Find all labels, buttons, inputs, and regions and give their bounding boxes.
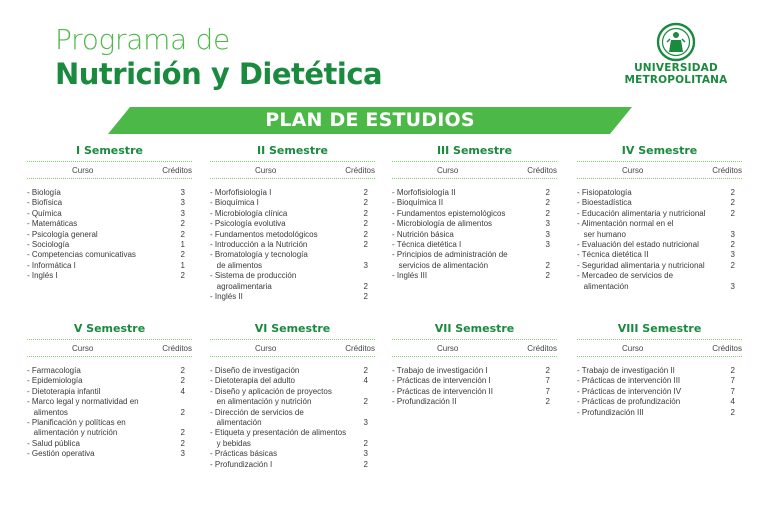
course-name: - Profundización II <box>392 397 457 407</box>
semester-block <box>392 144 557 282</box>
course-name: - Psicología evolutiva <box>210 219 286 229</box>
course-row <box>210 261 375 271</box>
course-column-header: Curso <box>622 343 644 353</box>
course-row <box>27 397 192 407</box>
course-row <box>392 250 557 260</box>
dotted-divider <box>27 178 192 179</box>
course-credits: 2 <box>545 397 550 407</box>
semester-title: VI Semestre <box>254 322 331 335</box>
course-credits: 2 <box>363 281 368 291</box>
course-row <box>392 366 557 376</box>
course-column-header: Curso <box>72 343 94 353</box>
course-credits: 2 <box>180 250 185 260</box>
dotted-divider <box>577 356 742 357</box>
course-name: de alimentos <box>210 260 263 270</box>
course-name: - Química <box>27 208 62 218</box>
semester-block <box>577 322 742 418</box>
course-name: - Dietoterapia infantil <box>27 386 101 396</box>
course-name: - Introducción a la Nutrición <box>210 240 308 250</box>
course-credits: 3 <box>730 250 735 260</box>
course-name: - Educación alimentaria y nutricional <box>577 208 706 218</box>
course-row <box>577 282 742 292</box>
dotted-divider <box>210 178 375 179</box>
course-row <box>392 198 557 208</box>
course-name: - Psicología general <box>27 229 98 239</box>
course-name: - Profundización III <box>577 407 644 417</box>
course-credits: 4 <box>363 376 368 386</box>
course-name: - Diseño y aplicación de proyectos <box>210 386 332 396</box>
course-list <box>210 188 375 302</box>
course-row <box>577 198 742 208</box>
course-column-header: Curso <box>72 165 94 175</box>
course-row <box>27 439 192 449</box>
course-name: - Nutrición básica <box>392 229 454 239</box>
course-name: - Inglés I <box>27 271 58 281</box>
course-credits: 3 <box>545 240 550 250</box>
column-header-row <box>392 340 557 356</box>
course-row <box>210 428 375 438</box>
course-credits: 2 <box>180 271 185 281</box>
course-name: - Prácticas de intervención III <box>577 376 681 386</box>
course-row <box>210 408 375 418</box>
course-name: - Evaluación del estado nutricional <box>577 240 699 250</box>
course-credits: 2 <box>180 438 185 448</box>
course-name: alimentación y nutrición <box>27 428 118 438</box>
course-name: - Inglés II <box>210 292 243 302</box>
course-row <box>27 261 192 271</box>
course-name: - Bioquímica II <box>392 198 444 208</box>
course-credits: 2 <box>363 198 368 208</box>
credits-column-header: Créditos <box>712 165 742 175</box>
course-row <box>392 240 557 250</box>
column-header-row <box>392 162 557 178</box>
course-credits: 3 <box>180 449 185 459</box>
course-credits: 2 <box>545 260 550 270</box>
course-row <box>210 198 375 208</box>
credits-column-header: Créditos <box>712 343 742 353</box>
course-row <box>577 188 742 198</box>
course-credits <box>172 397 192 407</box>
course-credits: 3 <box>180 208 185 218</box>
course-row <box>27 376 192 386</box>
course-credits: 2 <box>180 376 185 386</box>
semester-title: IV Semestre <box>621 144 698 157</box>
course-row <box>577 408 742 418</box>
course-name: - Trabajo de investigación I <box>392 366 488 375</box>
course-credits <box>355 408 375 418</box>
course-name: - Planificación y políticas en <box>27 418 126 428</box>
course-name: alimentación <box>577 281 629 291</box>
course-credits: 2 <box>730 208 735 218</box>
course-credits: 2 <box>363 240 368 250</box>
course-name: servicios de alimentación <box>392 260 489 270</box>
course-row <box>27 198 192 208</box>
course-row <box>392 209 557 219</box>
course-column-header: Curso <box>622 165 644 175</box>
course-name: - Bioestadística <box>577 198 632 208</box>
credits-column-header: Créditos <box>345 343 375 353</box>
semester-block <box>577 144 742 292</box>
course-name: - Sociología <box>27 240 70 250</box>
course-name: - Principios de administración de <box>392 250 508 260</box>
course-row <box>27 418 192 428</box>
course-row <box>392 376 557 386</box>
course-row <box>577 209 742 219</box>
column-header-row <box>27 340 192 356</box>
course-name: - Farmacología <box>27 366 81 375</box>
course-credits: 2 <box>363 229 368 239</box>
semester-title: VIII Semestre <box>617 322 702 335</box>
course-row <box>577 397 742 407</box>
course-name: - Fundamentos metodológicos <box>210 229 318 239</box>
course-column-header: Curso <box>437 165 459 175</box>
course-row <box>27 428 192 438</box>
course-credits: 2 <box>545 271 550 281</box>
course-name: - Marco legal y normatividad en <box>27 397 139 407</box>
course-row <box>577 366 742 376</box>
course-name: alimentación <box>210 418 262 428</box>
course-name: - Prácticas de intervención IV <box>577 386 682 396</box>
semester-title: V Semestre <box>73 322 146 335</box>
course-credits: 1 <box>180 260 185 270</box>
course-row <box>210 188 375 198</box>
course-credits: 1 <box>180 240 185 250</box>
course-credits: 3 <box>363 449 368 459</box>
course-row <box>210 271 375 281</box>
course-row <box>392 387 557 397</box>
semester-title: III Semestre <box>436 144 513 157</box>
course-name: - Salud pública <box>27 438 80 448</box>
course-column-header: Curso <box>255 343 277 353</box>
course-name: en alimentación y nutrición <box>210 397 312 407</box>
course-credits: 7 <box>545 376 550 386</box>
semester-block <box>210 144 375 302</box>
dotted-divider <box>27 356 192 357</box>
course-row <box>210 282 375 292</box>
dotted-divider <box>392 356 557 357</box>
course-row <box>27 271 192 281</box>
course-credits: 2 <box>180 366 185 375</box>
course-credits: 2 <box>545 198 550 208</box>
course-row <box>27 387 192 397</box>
course-column-header: Curso <box>437 343 459 353</box>
course-row <box>27 250 192 260</box>
course-credits: 4 <box>180 386 185 396</box>
course-row <box>392 397 557 407</box>
course-credits: 7 <box>730 376 735 386</box>
column-header-row <box>577 340 742 356</box>
course-credits <box>722 219 742 229</box>
semester-title: II Semestre <box>256 144 328 157</box>
dotted-divider <box>210 356 375 357</box>
course-name: - Técnica dietética I <box>392 240 462 250</box>
course-name: - Biofísica <box>27 198 63 208</box>
course-row <box>27 219 192 229</box>
course-name: - Informática I <box>27 260 76 270</box>
course-name: - Dietoterapia del adulto <box>210 376 295 386</box>
course-credits: 3 <box>545 219 550 229</box>
course-credits: 2 <box>363 397 368 407</box>
course-credits: 3 <box>730 281 735 291</box>
course-row <box>210 219 375 229</box>
course-row <box>210 209 375 219</box>
course-credits: 7 <box>730 386 735 396</box>
course-row <box>27 209 192 219</box>
semester-title: VII Semestre <box>434 322 515 335</box>
course-credits: 3 <box>180 188 185 197</box>
course-name: alimentos <box>27 407 68 417</box>
course-credits: 2 <box>180 219 185 229</box>
course-name: - Morfofisiología I <box>210 188 272 197</box>
course-list <box>577 366 742 418</box>
course-credits: 2 <box>180 407 185 417</box>
banner-title: PLAN DE ESTUDIOS <box>265 109 475 131</box>
course-name: y bebidas <box>210 438 251 448</box>
course-row <box>392 219 557 229</box>
course-credits: 2 <box>180 428 185 438</box>
course-list <box>27 366 192 460</box>
course-credits: 2 <box>363 366 368 375</box>
course-row <box>392 271 557 281</box>
course-credits: 2 <box>545 188 550 197</box>
course-name: - Dirección de servicios de <box>210 407 304 417</box>
course-name: - Fisiopatología <box>577 188 632 197</box>
course-name: - Morfofisiología II <box>392 188 456 197</box>
course-name: agroalimentaria <box>210 281 272 291</box>
logo-text-line2: METROPOLITANA <box>624 74 728 86</box>
course-row <box>392 261 557 271</box>
course-row <box>577 387 742 397</box>
dotted-divider <box>392 178 557 179</box>
course-row <box>27 366 192 376</box>
course-row <box>210 439 375 449</box>
course-name: - Biología <box>27 188 61 197</box>
course-column-header: Curso <box>255 165 277 175</box>
course-row <box>210 397 375 407</box>
page-title-line2: Nutrición y Dietética <box>55 57 383 91</box>
course-row <box>210 449 375 459</box>
course-row <box>210 240 375 250</box>
course-credits: 7 <box>545 386 550 396</box>
course-row <box>392 188 557 198</box>
course-row <box>577 230 742 240</box>
column-header-row <box>27 162 192 178</box>
course-name: - Profundización I <box>210 459 273 469</box>
course-credits: 2 <box>545 366 550 375</box>
semester-title: I Semestre <box>76 144 143 157</box>
logo-text-line1: UNIVERSIDAD <box>634 62 718 74</box>
course-name: - Fundamentos epistemológicos <box>392 208 506 218</box>
course-list <box>210 366 375 470</box>
course-row <box>210 292 375 302</box>
course-name: - Epidemiología <box>27 376 83 386</box>
course-credits: 2 <box>363 292 368 302</box>
course-credits: 2 <box>363 438 368 448</box>
course-credits <box>172 418 192 428</box>
credits-column-header: Créditos <box>527 165 557 175</box>
course-list <box>392 188 557 282</box>
course-credits: 2 <box>730 198 735 208</box>
course-name: - Bromatología y tecnología <box>210 250 308 260</box>
course-credits: 3 <box>730 229 735 239</box>
column-header-row <box>210 340 375 356</box>
credits-column-header: Créditos <box>345 165 375 175</box>
course-name: - Prácticas de profundización <box>577 397 681 407</box>
course-name: - Alimentación normal en el <box>577 219 674 229</box>
course-row <box>577 261 742 271</box>
credits-column-header: Créditos <box>162 343 192 353</box>
course-row <box>577 250 742 260</box>
course-name: - Mercadeo de servicios de <box>577 271 674 281</box>
course-credits <box>355 250 375 260</box>
course-name: ser humano <box>577 229 626 239</box>
course-credits: 2 <box>363 219 368 229</box>
course-credits <box>355 271 375 281</box>
course-name: - Gestión operativa <box>27 449 95 459</box>
course-row <box>27 188 192 198</box>
course-credits: 3 <box>545 229 550 239</box>
column-header-row <box>210 162 375 178</box>
course-row <box>27 240 192 250</box>
course-row <box>210 366 375 376</box>
course-list <box>27 188 192 282</box>
course-credits: 2 <box>730 188 735 197</box>
course-name: - Seguridad alimentaria y nutricional <box>577 260 705 270</box>
course-name: - Prácticas de intervención II <box>392 386 493 396</box>
course-name: - Competencias comunicativas <box>27 250 136 260</box>
semester-block <box>27 144 192 282</box>
course-credits: 3 <box>363 418 368 428</box>
course-row <box>27 230 192 240</box>
course-credits: 4 <box>730 397 735 407</box>
course-row <box>577 219 742 229</box>
course-name: - Trabajo de investigación II <box>577 366 675 375</box>
course-row <box>210 250 375 260</box>
course-row <box>210 376 375 386</box>
column-header-row <box>577 162 742 178</box>
credits-column-header: Créditos <box>162 165 192 175</box>
course-credits: 2 <box>363 188 368 197</box>
course-credits <box>355 387 375 397</box>
course-credits: 2 <box>730 260 735 270</box>
course-name: - Matemáticas <box>27 219 78 229</box>
university-logo <box>612 22 740 94</box>
course-row <box>210 230 375 240</box>
credits-column-header: Créditos <box>527 343 557 353</box>
course-credits <box>537 250 557 260</box>
course-row <box>210 418 375 428</box>
course-name: - Microbiología clínica <box>210 208 288 218</box>
course-row <box>27 408 192 418</box>
course-credits: 2 <box>180 229 185 239</box>
course-row <box>577 376 742 386</box>
course-name: - Bioquímica I <box>210 198 259 208</box>
page-title-line1: Programa de <box>55 23 230 56</box>
course-name: - Etiqueta y presentación de alimentos <box>210 428 347 438</box>
course-list <box>392 366 557 408</box>
course-credits: 2 <box>545 208 550 218</box>
course-name: - Prácticas básicas <box>210 449 278 459</box>
plan-banner <box>108 107 632 134</box>
course-credits: 3 <box>180 198 185 208</box>
course-credits <box>355 428 375 438</box>
course-credits: 2 <box>730 407 735 417</box>
dotted-divider <box>577 178 742 179</box>
course-credits <box>722 271 742 281</box>
course-row <box>577 240 742 250</box>
course-name: - Sistema de producción <box>210 271 297 281</box>
course-name: - Inglés III <box>392 271 428 281</box>
semester-block <box>27 322 192 460</box>
course-row <box>392 230 557 240</box>
course-row <box>577 271 742 281</box>
course-credits: 2 <box>363 208 368 218</box>
university-seal-icon <box>656 22 696 62</box>
course-row <box>210 460 375 470</box>
course-credits: 2 <box>730 366 735 375</box>
course-name: - Técnica dietética II <box>577 250 649 260</box>
course-name: - Diseño de investigación <box>210 366 300 375</box>
semester-block <box>210 322 375 470</box>
course-credits: 2 <box>730 240 735 250</box>
course-row <box>27 449 192 459</box>
course-credits: 2 <box>363 459 368 469</box>
semester-block <box>392 322 557 408</box>
course-credits: 3 <box>363 260 368 270</box>
course-list <box>577 188 742 292</box>
course-name: - Prácticas de intervención I <box>392 376 491 386</box>
course-row <box>210 387 375 397</box>
course-name: - Microbiología de alimentos <box>392 219 493 229</box>
